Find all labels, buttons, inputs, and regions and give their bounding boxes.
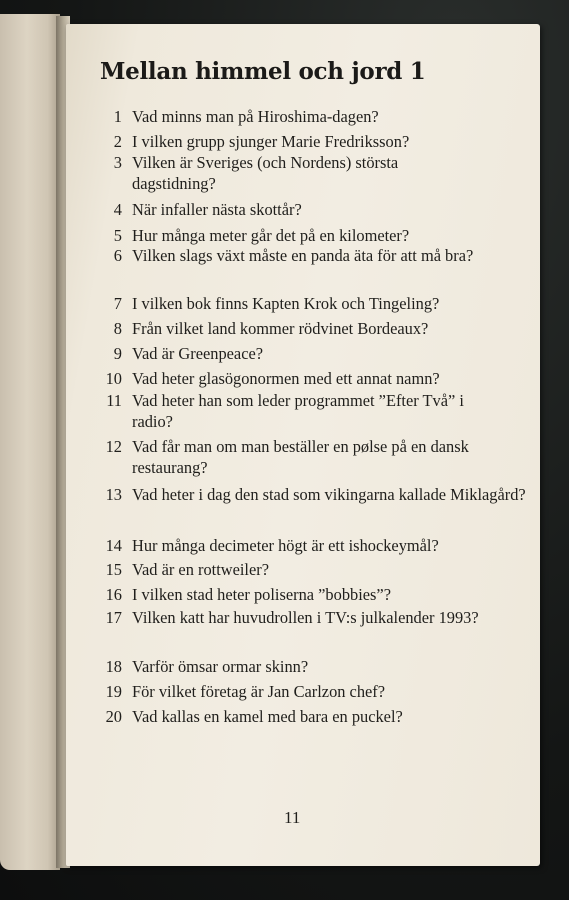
question-number: 20: [105, 707, 122, 726]
question-number: 9: [113, 344, 122, 363]
question-number: 8: [113, 319, 122, 338]
question-text: Vad minns man på Hiroshima-dagen?: [132, 107, 379, 126]
question-number: 19: [105, 682, 122, 701]
question-text: Från vilket land kommer rödvinet Bordeaux?: [132, 319, 429, 338]
question-text: Hur många decimeter högt är ett ishockeymål?: [132, 536, 439, 555]
question-number: 2: [113, 132, 122, 151]
question-text: Vad heter glasögonormen med ett annat namn?: [132, 369, 440, 388]
question-text: Vilken är Sveriges (och Nordens) största dagstidning?: [132, 153, 399, 193]
question-text: Vad kallas en kamel med bara en puckel?: [132, 707, 403, 726]
question-number: 6: [113, 246, 122, 265]
question-text: I vilken grupp sjunger Marie Fredriksson?: [132, 132, 410, 151]
question-text: För vilket företag är Jan Carlzon chef?: [132, 682, 386, 701]
question-text: Vad är en rottweiler?: [132, 560, 269, 579]
question-number: 5: [113, 226, 122, 245]
left-page-edge: [0, 14, 60, 870]
page-number: 11: [284, 808, 301, 827]
question-text: Vad är Greenpeace?: [132, 344, 264, 363]
question-number: 4: [113, 200, 122, 219]
question-text: I vilken stad heter poliserna ”bobbies”?: [132, 585, 391, 604]
question-number: 7: [113, 294, 122, 313]
question-text: Varför ömsar ormar skinn?: [132, 657, 309, 676]
question-text: Vad får man om man beställer en pølse på en dansk restaurang?: [132, 437, 469, 477]
question-text: När infaller nästa skottår?: [132, 200, 302, 219]
question-text: Hur många meter går det på en kilometer?: [132, 226, 410, 245]
question-text: Vilken slags växt måste en panda äta för att må bra?: [132, 246, 474, 265]
question-number: 11: [106, 391, 122, 410]
question-number: 10: [105, 369, 122, 388]
question-text: Vilken katt har huvudrollen i TV:s julkalender 1993?: [132, 608, 479, 627]
question-text: Vad heter i dag den stad som vikingarna kallade Miklagård?: [132, 485, 526, 504]
question-text: Vad heter han som leder programmet ”Efter Två” i radio?: [132, 391, 464, 431]
question-number: 13: [105, 485, 122, 504]
question-text: I vilken bok finns Kapten Krok och Tingeling?: [132, 294, 440, 313]
question-number: 16: [105, 585, 122, 604]
question-number: 15: [105, 560, 122, 579]
question-number: 17: [105, 608, 122, 627]
question-number: 12: [105, 437, 122, 456]
question-number: 14: [105, 536, 122, 555]
question-number: 3: [113, 153, 122, 172]
question-number: 1: [113, 107, 122, 126]
question-number: 18: [105, 657, 122, 676]
page-title: Mellan himmel och jord 1: [100, 58, 426, 85]
